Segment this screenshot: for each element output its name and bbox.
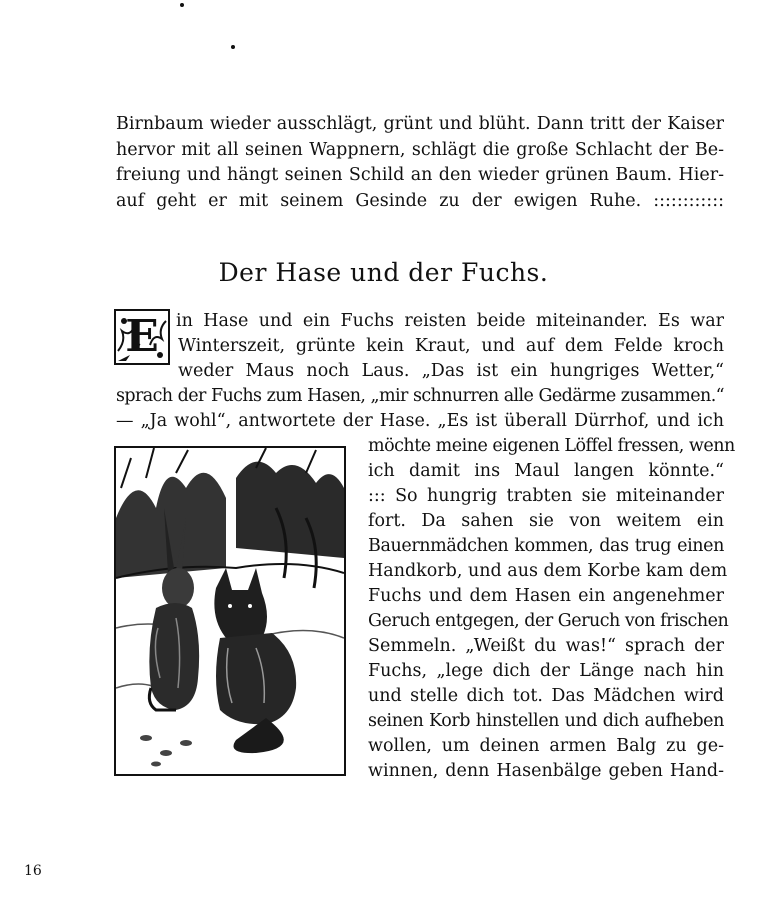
- story-line: seinen Korb hinstellen und dich aufheben: [368, 711, 724, 731]
- story-line: ich damit ins Maul langen könnte.“: [368, 461, 724, 481]
- previous-story-ending: [116, 112, 724, 214]
- speck-mark: [231, 45, 235, 49]
- story-line: Fuchs, „lege dich der Länge nach hin: [368, 661, 724, 681]
- story-line: fort. Da sahen sie von weitem ein: [368, 511, 724, 531]
- winter-scene-image: [116, 448, 344, 774]
- text-line: freiung und hängt seinen Schild an den wieder grünen Baum. Hier-: [116, 165, 724, 185]
- story-line: wollen, um deinen armen Balg zu ge-: [368, 736, 724, 756]
- story-line: weder Maus noch Laus. „Das ist ein hungriges Wetter,“: [178, 361, 724, 381]
- decorated-initial: [114, 309, 170, 365]
- story-line: Fuchs und dem Hasen ein angenehmer: [368, 586, 724, 606]
- speck-mark: [180, 3, 184, 7]
- text-line: hervor mit all seinen Wappnern, schlägt die große Schlacht der Be-: [116, 139, 724, 160]
- story-line: Semmeln. „Weißt du was!“ sprach der: [368, 636, 724, 656]
- text-line: auf geht er mit seinem Gesinde zu der ewigen Ruhe. ::::::::::::: [116, 190, 724, 211]
- story-line: Bauernmädchen kommen, das trug einen: [368, 536, 724, 556]
- story-title: Der Hase und der Fuchs.: [218, 258, 549, 287]
- drop-cap-letter: E: [125, 311, 159, 362]
- story-line: winnen, denn Hasenbälge geben Hand-: [368, 761, 724, 781]
- hare-and-fox-illustration: [114, 446, 346, 776]
- story-line: Handkorb, und aus dem Korbe kam dem: [368, 561, 728, 581]
- story-line: Geruch entgegen, der Geruch von frischen: [368, 611, 729, 631]
- story-line: sprach der Fuchs zum Hasen, „mir schnurren alle Gedärme zusammen.“: [116, 386, 724, 406]
- story-line: — „Ja wohl“, antwortete der Hase. „Es ist überall Dürrhof, und ich: [116, 411, 724, 431]
- story-line: ::: So hungrig trabten sie miteinander: [368, 486, 724, 506]
- story-line: und stelle dich tot. Das Mädchen wird: [368, 686, 724, 706]
- story-line: möchte meine eigenen Löffel fressen, wenn: [368, 436, 735, 456]
- story-line: Winterszeit, grünte kein Kraut, und auf dem Felde kroch: [178, 336, 724, 356]
- page-number: 16: [24, 863, 42, 879]
- story-line: in Hase und ein Fuchs reisten beide miteinander. Es war: [176, 311, 724, 331]
- text-line: Birnbaum wieder ausschlägt, grünt und blüht. Dann tritt der Kaiser: [116, 114, 724, 134]
